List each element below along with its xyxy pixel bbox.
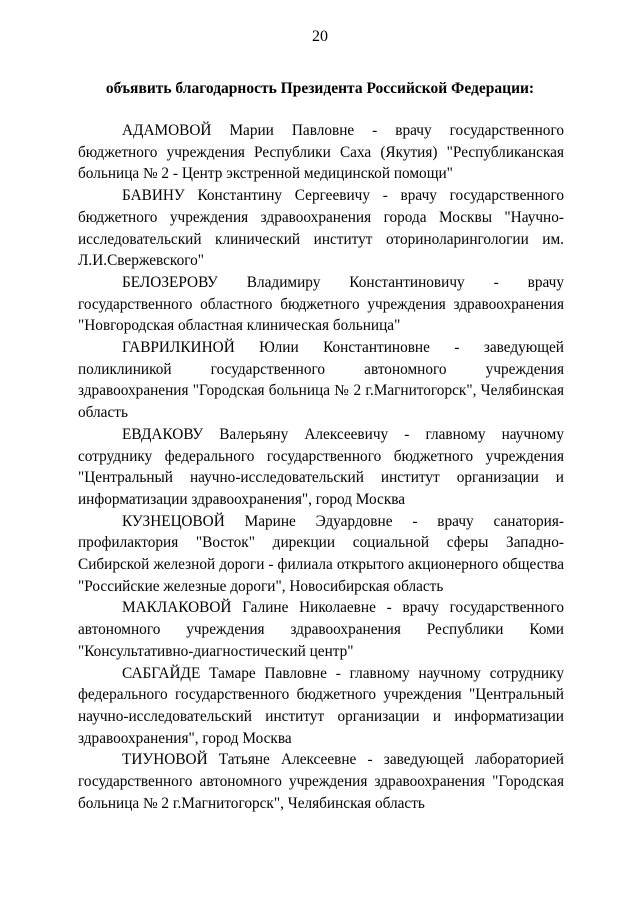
- list-item: КУЗНЕЦОВОЙ Марине Эдуардовне - врачу санатория-профилактория "Восток" дирекции социальной сферы Западно-Сибирской железной дороги - филиала открытого акционерного общества "Российские железные дороги", Новосибирская область: [78, 512, 564, 595]
- list-item: АДАМОВОЙ Марии Павловне - врачу государственного бюджетного учреждения Республики Саха (Якутия) "Республиканская больница № 2 - Центр экстренной медицинской помощи": [78, 122, 564, 183]
- list-item: МАКЛАКОВОЙ Галине Николаевне - врачу государственного автономного учреждения здравоохранения Республики Коми "Консультативно-диагностический центр": [78, 599, 564, 660]
- list-item: ГАВРИЛКИНОЙ Юлии Константиновне - заведующей поликлиникой государственного автономного учреждения здравоохранения "Городская больница № 2 г.Магнитогорск", Челябинская область: [78, 339, 564, 422]
- award-list: [78, 120, 564, 815]
- list-item: ЕВДАКОВУ Валерьяну Алексеевичу - главному научному сотруднику федерального государственного бюджетного учреждения "Центральный научно-исследовательский институт организации и информатизации здравоохранения", город Москва: [78, 425, 564, 508]
- list-item: БЕЛОЗЕРОВУ Владимиру Константиновичу - врачу государственного областного бюджетного учреждения здравоохранения "Новгородская областная клиническая больница": [78, 273, 564, 335]
- page-number: 20: [312, 28, 328, 45]
- document-heading: объявить благодарность Президента Российской Федерации:: [105, 80, 535, 97]
- list-item: БАВИНУ Константину Сергеевичу - врачу государственного бюджетного учреждения здравоохранения города Москвы "Научно-исследовательский клинический институт оториноларингологии им. Л.И.Свержевского": [78, 187, 564, 270]
- list-item: ТИУНОВОЙ Татьяне Алексеевне - заведующей лабораторией государственного автономного учреждения здравоохранения "Городская больница № 2 г.Магнитогорск", Челябинская область: [78, 751, 564, 812]
- list-item: САБГАЙДЕ Тамаре Павловне - главному научному сотруднику федерального государственного бюджетного учреждения "Центральный научно-исследовательский институт организации и информатизации здравоохранения", город Москва: [78, 664, 564, 747]
